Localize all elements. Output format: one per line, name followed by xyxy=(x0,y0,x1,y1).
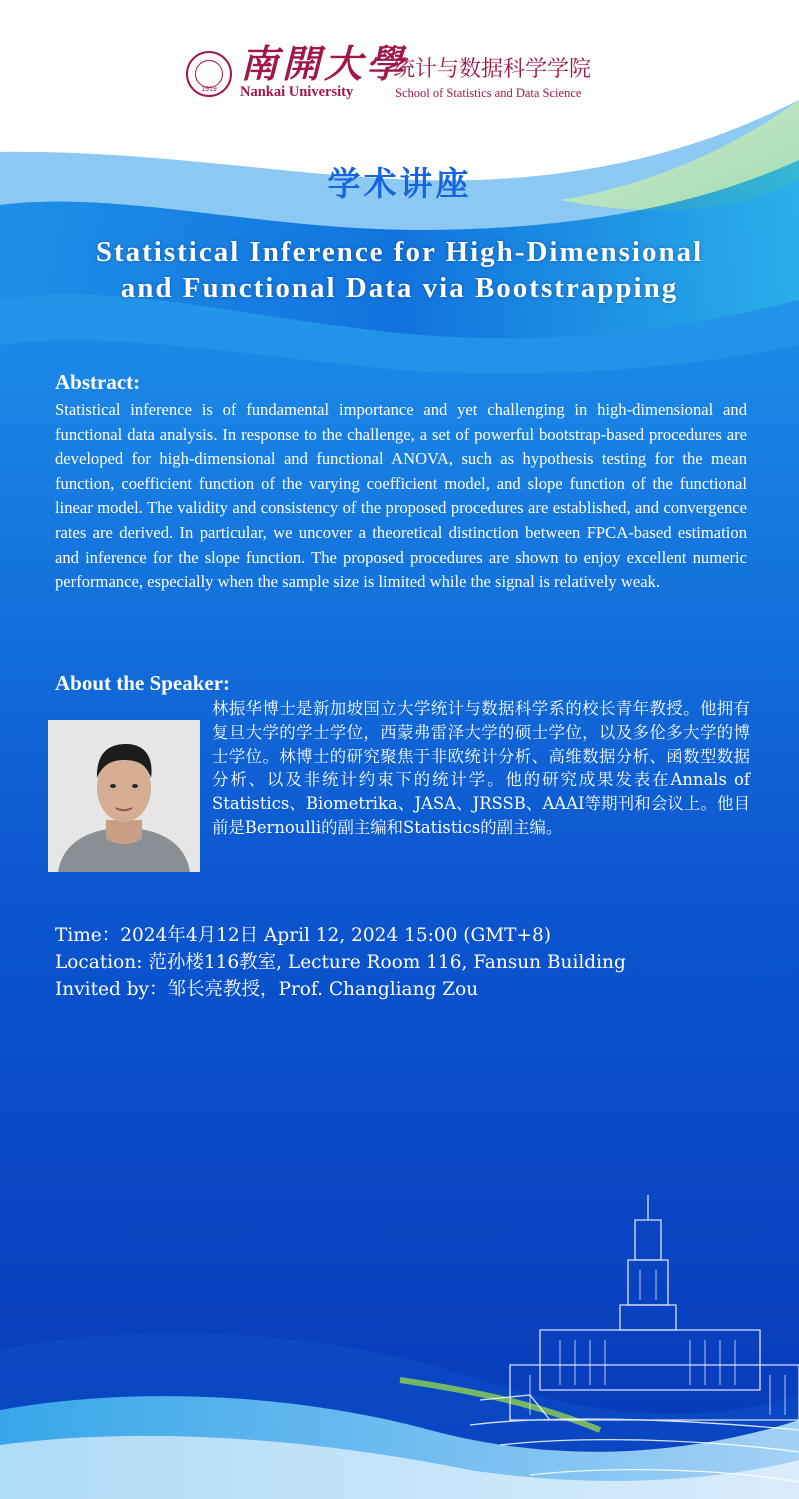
title-line-2: and Functional Data via Bootstrapping xyxy=(120,272,679,304)
speaker-bio: 林振华博士是新加坡国立大学统计与数据科学系的校长青年教授。他拥有复旦大学的学士学位，西蒙弗雷泽大学的硕士学位，以及多伦多大学的博士学位。林博士的研究聚焦于非欧统计分析、高维数据分析、函数型数据分析、以及非统计约束下的统计学。他的研究成果发表在Annals of Statistics、Biometrika、JASA、JRSSB、AAAI等期刊和会议上。他目前是Bernoulli的副主编和Statistics的副主编。 xyxy=(212,699,750,837)
university-name-en: Nankai University xyxy=(240,84,354,100)
school-name-en: School of Statistics and Data Science xyxy=(395,86,582,100)
seal-year: 1919 xyxy=(201,86,217,93)
abstract-body: Statistical inference is of fundamental importance and yet challenging in high-dimensional and functional data analysis. In response to the challenge, a set of powerful bootstrap-based procedures are developed for high-dimensional and functional ANOVA, such as hypothesis testing for the mean function, coefficient function of the varying coefficient model, and slope function of the functional linear model. The validity and consistency of the proposed procedures are established, and convergence rates are derived. In particular, we uncover a theoretical distinction between FPCA-based estimation and inference for the slope function. The proposed procedures are shown to enjoy excellent numeric performance, especially when the sample size is limited while the signal is relatively weak. xyxy=(55,400,747,592)
building-sketch xyxy=(470,1190,799,1499)
school-name-cn: 统计与数据科学学院 xyxy=(393,57,592,82)
header xyxy=(0,0,799,150)
event-info xyxy=(55,922,626,1003)
university-seal-logo xyxy=(186,51,232,97)
event-location: Location: 范孙楼116教室, Lecture Room 116, Fansun Building xyxy=(55,952,626,973)
university-name-cn: 南開大學 xyxy=(240,41,409,86)
lecture-badge: 学术讲座 xyxy=(327,164,472,203)
event-time: Time：2024年4月12日 April 12, 2024 15:00 (GMT+8) xyxy=(55,925,552,946)
speaker-heading: About the Speaker: xyxy=(55,671,231,695)
event-invited-by: Invited by：邹长亮教授，Prof. Changliang Zou xyxy=(55,979,479,1000)
title-line-1: Statistical Inference for High-Dimensional xyxy=(95,236,704,268)
abstract-heading: Abstract: xyxy=(55,370,141,394)
speaker-photo xyxy=(48,720,200,872)
lecture-title xyxy=(0,234,799,306)
